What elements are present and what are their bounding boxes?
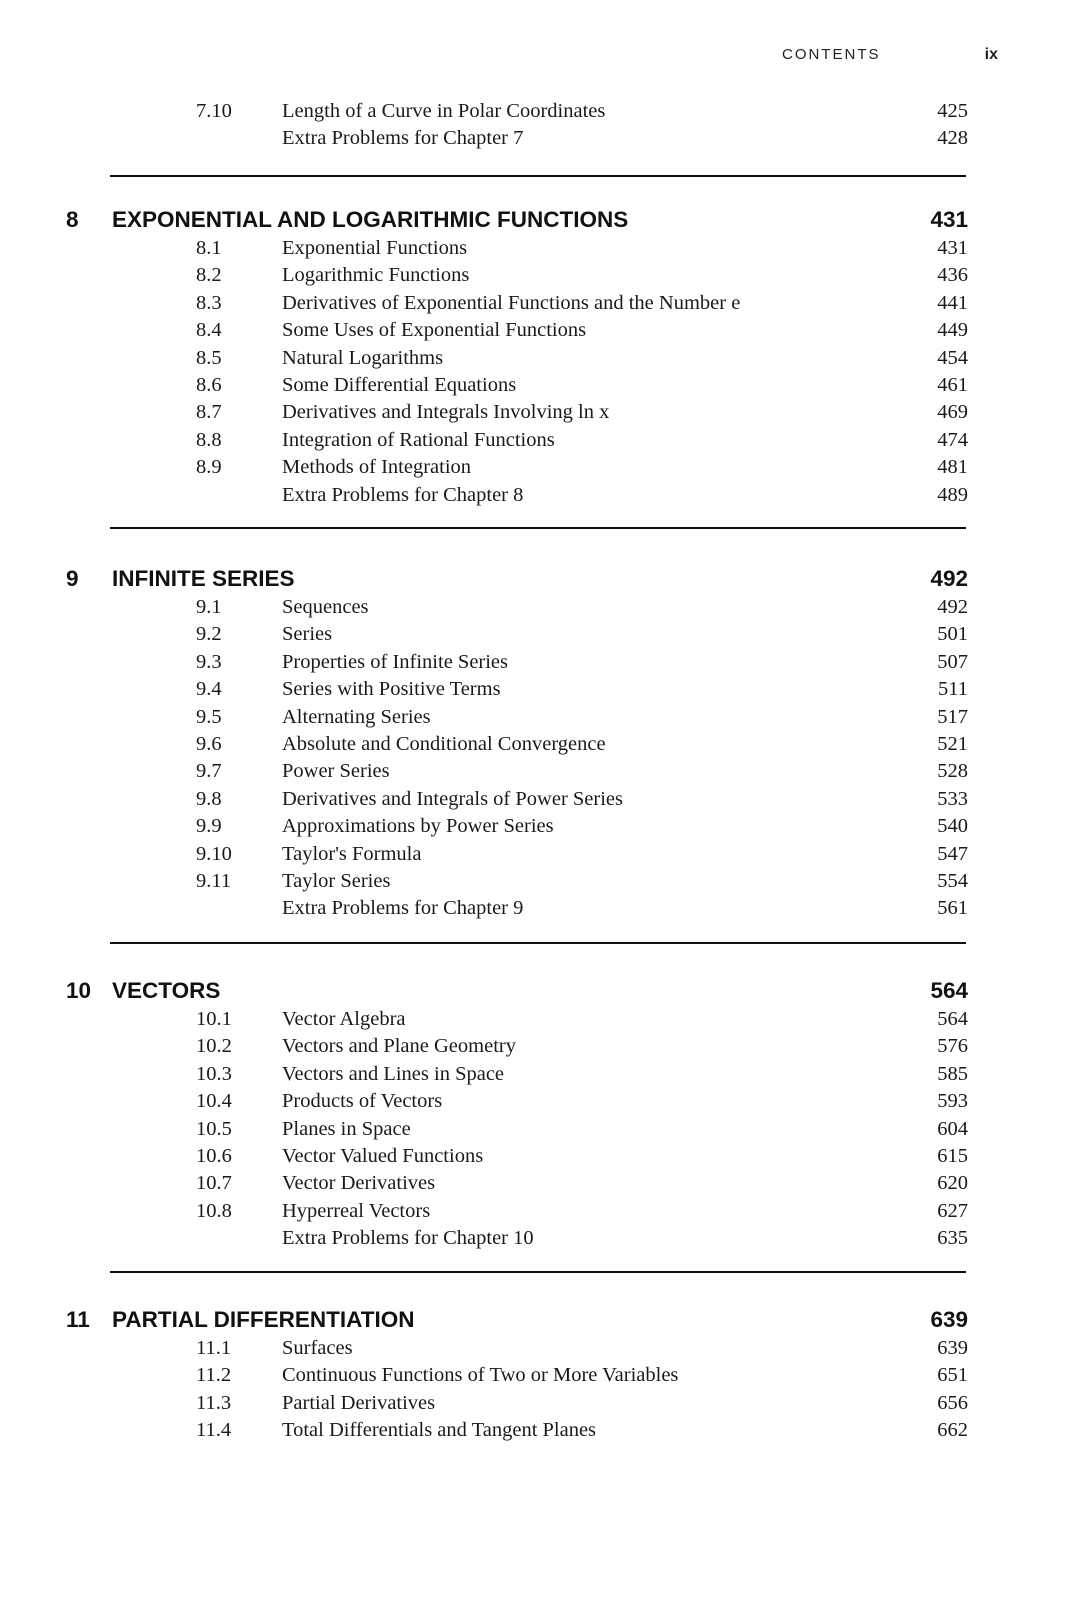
toc-entry <box>0 593 1080 621</box>
section-title: Derivatives of Exponential Functions and the Number e <box>282 291 741 314</box>
chapter-heading <box>0 205 1080 235</box>
section-number: 10.4 <box>196 1090 232 1113</box>
section-number: 9.11 <box>196 870 232 892</box>
chapter-page-number: 492 <box>930 566 968 591</box>
chapter-title: EXPONENTIAL AND LOGARITHMIC FUNCTIONS <box>112 207 629 232</box>
toc-entry <box>0 398 1080 426</box>
section-number: 10.5 <box>196 1117 232 1140</box>
toc-entry <box>0 1224 1080 1252</box>
section-page-number: 492 <box>937 596 968 618</box>
section-number: 10.7 <box>196 1172 232 1195</box>
section-page-number: 428 <box>937 127 968 150</box>
toc-entry <box>0 757 1080 785</box>
section-number: 11.2 <box>196 1364 232 1387</box>
section-page-number: 425 <box>937 100 968 122</box>
section-number: 11.1 <box>196 1337 232 1359</box>
section-page-number: 635 <box>937 1227 968 1250</box>
section-number: 8.4 <box>196 319 222 342</box>
chapter-page-number: 564 <box>930 978 968 1003</box>
section-number: 10.2 <box>196 1035 232 1058</box>
section-page-number: 662 <box>937 1419 968 1442</box>
section-number: 8.7 <box>196 401 222 424</box>
chapter-divider-rule <box>110 942 966 944</box>
toc-entry <box>0 840 1080 868</box>
section-page-number: 469 <box>937 401 968 424</box>
chapter-title: INFINITE SERIES <box>112 566 295 591</box>
section-title: Products of Vectors <box>282 1090 443 1113</box>
section-page-number: 564 <box>937 1008 968 1030</box>
chapter-number: 8 <box>66 207 79 232</box>
section-title: Natural Logarithms <box>282 346 444 369</box>
section-page-number: 620 <box>937 1172 968 1195</box>
section-number: 8.5 <box>196 346 222 369</box>
section-number: 7.10 <box>196 100 232 122</box>
toc-entry <box>0 648 1080 676</box>
section-number: 9.4 <box>196 678 222 701</box>
section-page-number: 481 <box>937 456 968 479</box>
section-number: 10.6 <box>196 1145 232 1167</box>
toc-entry <box>0 289 1080 317</box>
toc-entry <box>0 1142 1080 1170</box>
toc-entry <box>0 1032 1080 1060</box>
section-number: 9.5 <box>196 705 222 728</box>
toc-entry <box>0 1005 1080 1033</box>
toc-entry <box>0 481 1080 509</box>
section-number: 8.9 <box>196 456 222 479</box>
section-page-number: 517 <box>937 705 968 728</box>
section-number: 11.4 <box>196 1419 232 1442</box>
section-page-number: 615 <box>937 1145 968 1167</box>
section-title: Series with Positive Terms <box>282 678 501 701</box>
section-page-number: 461 <box>937 374 968 396</box>
section-page-number: 501 <box>937 623 968 646</box>
chapter-divider-rule <box>110 527 966 529</box>
section-page-number: 507 <box>937 650 968 673</box>
section-title: Derivatives and Integrals of Power Series <box>282 787 623 810</box>
section-number: 9.3 <box>196 650 222 673</box>
section-title: Series <box>282 623 333 646</box>
section-page-number: 454 <box>937 346 968 369</box>
section-page-number: 627 <box>937 1199 968 1222</box>
section-page-number: 604 <box>937 1117 968 1140</box>
chapter-heading <box>0 564 1080 594</box>
toc-entry <box>0 1416 1080 1444</box>
section-number: 10.8 <box>196 1199 232 1222</box>
section-number: 9.8 <box>196 787 222 810</box>
chapter-divider-rule <box>110 1271 966 1273</box>
chapter-title: VECTORS <box>112 978 221 1003</box>
chapter-number: 9 <box>66 566 79 591</box>
toc-entry <box>0 1334 1080 1362</box>
section-title: Approximations by Power Series <box>282 815 554 838</box>
toc-entry <box>0 730 1080 758</box>
section-title: Sequences <box>282 596 369 618</box>
toc-entry <box>0 1115 1080 1143</box>
section-page-number: 554 <box>937 870 968 892</box>
section-page-number: 431 <box>937 237 968 259</box>
toc-entry <box>0 261 1080 289</box>
section-page-number: 528 <box>937 760 968 783</box>
section-page-number: 436 <box>937 264 968 287</box>
section-number: 9.1 <box>196 596 222 618</box>
section-page-number: 576 <box>937 1035 968 1058</box>
chapter-number: 10 <box>66 978 92 1003</box>
toc-entry <box>0 675 1080 703</box>
section-number: 11.3 <box>196 1391 232 1414</box>
toc-entry <box>0 703 1080 731</box>
toc-entry <box>0 785 1080 813</box>
section-number: 8.1 <box>196 237 222 259</box>
section-title: Some Differential Equations <box>282 374 517 396</box>
section-title: Some Uses of Exponential Functions <box>282 319 587 342</box>
section-title: Total Differentials and Tangent Planes <box>282 1419 597 1442</box>
section-number: 9.2 <box>196 623 222 646</box>
section-title: Derivatives and Integrals Involving ln x <box>282 401 610 424</box>
section-page-number: 474 <box>937 428 968 451</box>
section-title: Surfaces <box>282 1337 353 1359</box>
section-page-number: 441 <box>937 291 968 314</box>
section-title: Alternating Series <box>282 705 431 728</box>
section-title: Extra Problems for Chapter 8 <box>282 483 524 506</box>
section-number: 9.7 <box>196 760 222 783</box>
section-number: 9.6 <box>196 733 222 755</box>
section-title: Vectors and Lines in Space <box>282 1062 505 1085</box>
toc-entry <box>0 234 1080 262</box>
toc-entry <box>0 1389 1080 1417</box>
toc-entry <box>0 344 1080 372</box>
toc-entry <box>0 1060 1080 1088</box>
section-number: 8.6 <box>196 374 222 396</box>
section-title: Taylor's Formula <box>282 842 422 865</box>
section-page-number: 561 <box>937 897 968 920</box>
section-number: 10.3 <box>196 1062 232 1085</box>
section-page-number: 511 <box>938 678 968 701</box>
section-number: 8.3 <box>196 291 222 314</box>
toc-entry <box>0 453 1080 481</box>
section-page-number: 540 <box>937 815 968 838</box>
chapter-page-number: 431 <box>930 207 968 232</box>
toc-entry <box>0 426 1080 454</box>
running-head-title: CONTENTS <box>782 46 881 63</box>
section-title: Vector Valued Functions <box>282 1145 484 1167</box>
toc-entry <box>0 124 1080 152</box>
section-page-number: 585 <box>937 1062 968 1085</box>
toc-entry <box>0 1169 1080 1197</box>
toc-entry <box>0 97 1080 125</box>
section-title: Planes in Space <box>282 1117 411 1140</box>
chapter-number: 11 <box>66 1307 90 1332</box>
chapter-heading <box>0 976 1080 1006</box>
section-page-number: 533 <box>937 787 968 810</box>
toc-entry <box>0 812 1080 840</box>
section-title: Integration of Rational Functions <box>282 428 555 451</box>
section-title: Hyperreal Vectors <box>282 1199 431 1222</box>
section-title: Power Series <box>282 760 390 783</box>
section-title: Absolute and Conditional Convergence <box>282 733 606 755</box>
toc-entry <box>0 316 1080 344</box>
section-title: Continuous Functions of Two or More Variables <box>282 1364 679 1387</box>
chapter-title: PARTIAL DIFFERENTIATION <box>112 1307 415 1332</box>
chapter-divider-rule <box>110 175 966 177</box>
toc-entry <box>0 1361 1080 1389</box>
section-title: Extra Problems for Chapter 7 <box>282 127 524 150</box>
section-page-number: 639 <box>937 1337 968 1359</box>
section-number: 8.2 <box>196 264 222 287</box>
section-title: Exponential Functions <box>282 237 468 259</box>
section-number: 9.10 <box>196 842 232 865</box>
toc-entry <box>0 1197 1080 1225</box>
running-head <box>700 46 1000 70</box>
section-page-number: 547 <box>937 842 968 865</box>
toc-entry <box>0 1087 1080 1115</box>
section-page-number: 651 <box>937 1364 968 1387</box>
section-page-number: 489 <box>937 483 968 506</box>
section-title: Extra Problems for Chapter 10 <box>282 1227 534 1250</box>
section-title: Partial Derivatives <box>282 1391 436 1414</box>
chapter-page-number: 639 <box>930 1307 968 1332</box>
section-title: Properties of Infinite Series <box>282 650 509 673</box>
section-page-number: 521 <box>937 733 968 755</box>
section-page-number: 593 <box>937 1090 968 1113</box>
section-page-number: 449 <box>937 319 968 342</box>
toc-entry <box>0 894 1080 922</box>
section-number: 9.9 <box>196 815 222 838</box>
toc-entry <box>0 620 1080 648</box>
section-title: Logarithmic Functions <box>282 264 470 287</box>
running-head-page-number: ix <box>984 46 998 63</box>
section-number: 10.1 <box>196 1008 232 1030</box>
toc-entry <box>0 867 1080 895</box>
section-page-number: 656 <box>937 1391 968 1414</box>
toc-entry <box>0 371 1080 399</box>
section-title: Taylor Series <box>282 870 391 892</box>
section-number: 8.8 <box>196 428 222 451</box>
section-title: Length of a Curve in Polar Coordinates <box>282 100 606 122</box>
section-title: Vector Algebra <box>282 1008 406 1030</box>
chapter-heading <box>0 1305 1080 1335</box>
section-title: Extra Problems for Chapter 9 <box>282 897 524 920</box>
section-title: Vectors and Plane Geometry <box>282 1035 516 1058</box>
section-title: Methods of Integration <box>282 456 472 479</box>
section-title: Vector Derivatives <box>282 1172 436 1195</box>
